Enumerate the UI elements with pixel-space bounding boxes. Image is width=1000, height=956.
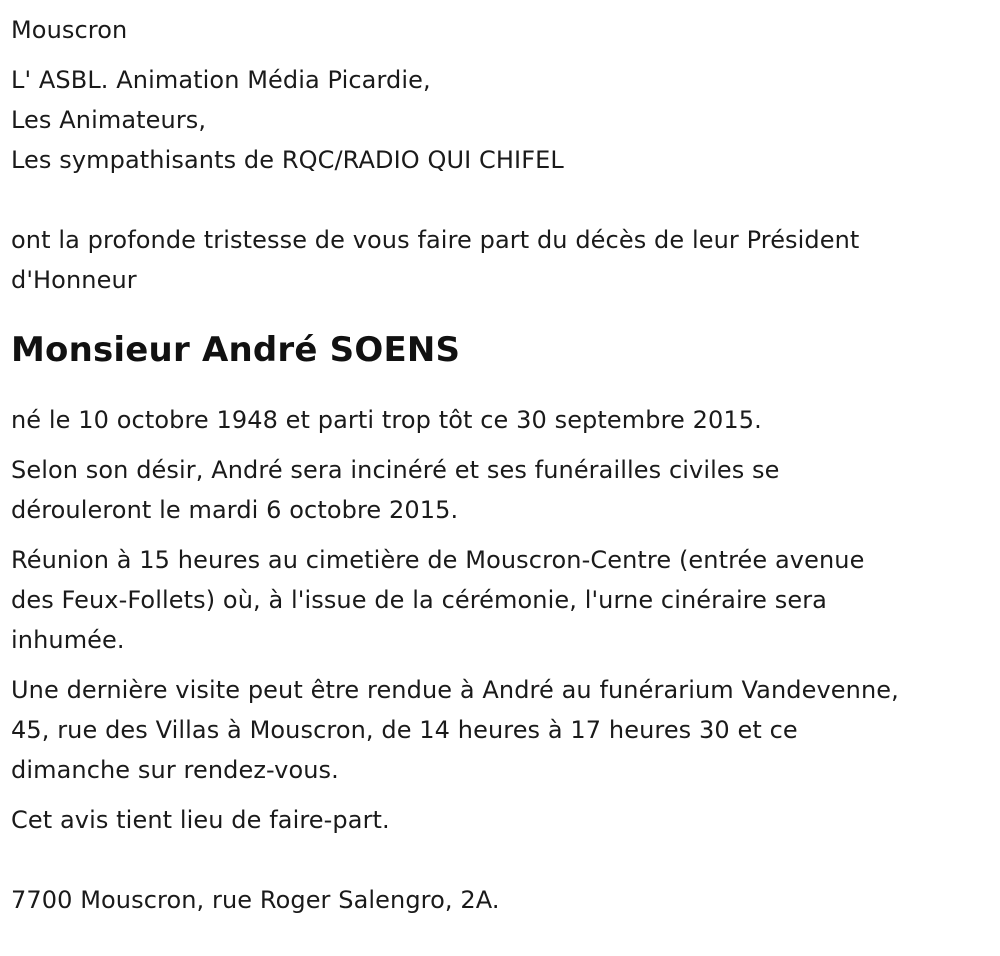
birth-death-paragraph [11,400,990,440]
address-paragraph [11,880,990,920]
cremation-line: dérouleront le mardi 6 octobre 2015. [11,496,459,524]
visit-line: dimanche sur rendez-vous. [11,756,339,784]
meeting-paragraph [11,540,990,660]
cremation-line: Selon son désir, André sera incinéré et ses funérailles civiles se [11,456,780,484]
meeting-line: inhumée. [11,626,125,654]
announcement-line: ont la profonde tristesse de vous faire part du décès de leur Président [11,226,860,254]
visit-paragraph [11,670,990,790]
birth-death-line: né le 10 octobre 1948 et parti trop tôt ce 30 septembre 2015. [11,406,762,434]
meeting-line: Réunion à 15 heures au cimetière de Mouscron-Centre (entrée avenue [11,546,865,574]
announcement-paragraph [11,220,990,300]
notice-line: Cet avis tient lieu de faire-part. [11,806,390,834]
notice-paragraph [11,800,990,840]
sender-line: Les Animateurs, [11,106,207,134]
deceased-name: Monsieur André SOENS [11,330,461,370]
senders-block [11,60,990,180]
visit-line: 45, rue des Villas à Mouscron, de 14 heures à 17 heures 30 et ce [11,716,798,744]
announcement-line: d'Honneur [11,266,137,294]
sender-line: Les sympathisants de RQC/RADIO QUI CHIFEL [11,146,564,174]
cremation-paragraph [11,450,990,530]
visit-line: Une dernière visite peut être rendue à André au funérarium Vandevenne, [11,676,899,704]
city-heading: Mouscron [11,16,128,44]
sender-line: L' ASBL. Animation Média Picardie, [11,66,431,94]
meeting-line: des Feux-Follets) où, à l'issue de la cérémonie, l'urne cinéraire sera [11,586,827,614]
address-line: 7700 Mouscron, rue Roger Salengro, 2A. [11,886,500,914]
